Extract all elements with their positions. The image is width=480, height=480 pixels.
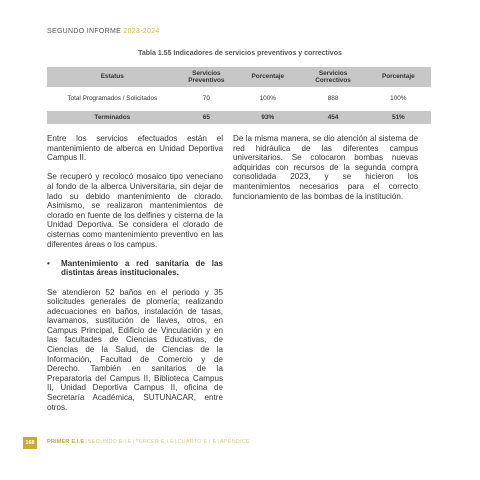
- column-header: Servicios Preventivos: [178, 67, 236, 87]
- table-cell: Terminados: [47, 111, 178, 124]
- table-total-row: [47, 111, 431, 124]
- nav-link-cuarto[interactable]: CUARTO E.I.E: [177, 439, 217, 445]
- page-footer: [0, 437, 480, 451]
- table-title: Tabla 1.55 Indicadores de servicios preventivos y correctivos: [138, 50, 342, 57]
- table-cell: 888: [300, 87, 365, 111]
- column-header: Estatus: [47, 67, 178, 87]
- table-cell: Total Programados / Solicitados: [47, 87, 178, 111]
- table-cell: 100%: [366, 87, 431, 111]
- table-cell: 70: [178, 87, 236, 111]
- left-column: [47, 134, 223, 422]
- table-cell: 100%: [235, 87, 300, 111]
- section-nav: PRIMER E.I.E|SEGUNDO E.I.E|TERCER E.I.E|CUARTO E.I.E|APÉNDICE: [47, 439, 250, 445]
- nav-link-primer[interactable]: PRIMER E.I.E: [47, 439, 85, 445]
- right-column: [233, 134, 418, 211]
- report-period: 2023-2024: [123, 28, 160, 35]
- column-header: Porcentaje: [366, 67, 431, 87]
- bullet-icon: •: [47, 258, 50, 268]
- paragraph: Entre los servicios efectuados están el mantenimiento de alberca en Unidad Deportiva Campus II.: [47, 134, 223, 163]
- paragraph: Se recuperó y recolocó mosaico tipo veneciano al fondo de la alberca Universitaria, sin dejar de lado su debido mantenimiento de clorado. Asimismo, se realizaron mantenimientos de clorado en fuente de los delfines y cisterna de la Unidad Deportiva. Se considera el clorado de cisternas como mantenimiento preventivo en las diferentes áreas o los campus.: [47, 172, 223, 249]
- table-header-row: [47, 67, 431, 87]
- bullet-text: Mantenimiento a red sanitaria de las distintas áreas institucionales.: [61, 258, 223, 278]
- report-title: SEGUNDO INFORME: [47, 28, 122, 35]
- bullet-item: [47, 259, 223, 278]
- page-number: 168: [23, 437, 37, 449]
- paragraph: De la misma manera, se dio atención al sistema de red hidráulica de las diferentes campus universitarios. Se colocaron bombas nuevas adquiridas con recursos de la segunda compra consolidada 2023, y se hicieron los mantenimientos necesarios para el correcto funcionamiento de las bombas de la institución.: [233, 134, 418, 201]
- table-cell: 93%: [235, 111, 300, 124]
- nav-link-apendice[interactable]: APÉNDICE: [220, 439, 250, 445]
- nav-link-tercer[interactable]: TERCER E.I.E: [135, 439, 174, 445]
- table-cell: 454: [300, 111, 365, 124]
- column-header: Porcentaje: [235, 67, 300, 87]
- paragraph: Se atendieron 52 baños en el periodo y 35 solicitudes generales de plomería; realizando adecuaciones en baños, instalación de tasas, lavamanos, sustitución de llaves, otros, en Campus Principal, Edificio de Vinculación y en las facultades de Ciencias Educativas, de Ciencias de la Salud, de Ciencias de la Información, Facultad de Comercio y de Derecho. También en sanitarios de la Preparatoria del Campus II, Biblioteca Campus II, Unidad Deportiva Campus II, oficina de Secretaría Académica, SUTUNACAR, entre otros.: [47, 287, 223, 412]
- table-cell: 65: [178, 111, 236, 124]
- document-header: [47, 28, 160, 35]
- services-table: [47, 67, 431, 124]
- table-row: [47, 87, 431, 111]
- table-cell: 51%: [366, 111, 431, 124]
- nav-link-segundo[interactable]: SEGUNDO E.I.E: [87, 439, 132, 445]
- column-header: Servicios Correctivos: [300, 67, 365, 87]
